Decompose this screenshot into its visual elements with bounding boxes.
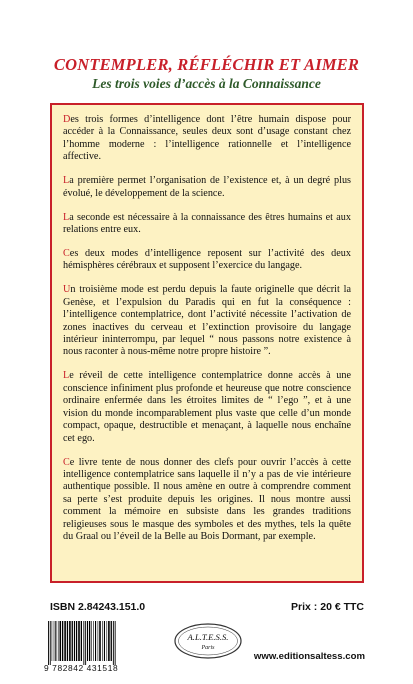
barcode-icon (46, 621, 138, 665)
paragraph-initial: L (63, 211, 70, 223)
summary-paragraph (63, 284, 351, 358)
summary-paragraph (63, 114, 351, 164)
paragraph-text: e livre tente de nous donner des clefs pour ouvrir l’accès à cette intelligence contemplatrice sans laquelle il n’y a pas de vie intérieure authentique possible. Il nous amène en outre à comprendre comment sa perte s’est produite depuis les origines. Il nous montre aussi comment la mémoire en subsiste dans les grandes traditions religieuses sous le masque des symboles et des mythes, tels la quête du Graal ou l’éveil de la Belle au Bois Dormant, par exemple. (63, 456, 351, 542)
paragraph-initial: C (63, 456, 70, 468)
summary-paragraph (63, 248, 351, 273)
summary-paragraph (63, 212, 351, 237)
summary-box (50, 103, 364, 583)
paragraph-text: n troisième mode est perdu depuis la faute originelle que décrit la Genèse, et l’expulsion du Paradis qui en fut la conséquence : l’intelligence contemplatrice, dont l’activité nécessite l’activation de zones inactives du cerveau et l’extinction provisoire du langage intérieur ininterrompu, par lequel “ nous passons notre existence à nous raconter à nous-même notre propre histoire ”. (63, 284, 351, 358)
paragraph-initial: L (63, 175, 70, 187)
barcode-number: 9 782842 431518 (44, 663, 119, 673)
summary-paragraph (63, 370, 351, 444)
paragraph-initial: U (63, 284, 71, 296)
summary-paragraph (63, 457, 351, 544)
publisher-website: www.editionsaltess.com (253, 651, 365, 662)
book-subtitle: Les trois voies d’accès à la Connaissance (92, 76, 321, 91)
book-title: CONTEMPLER, RÉFLÉCHIR ET AIMER (53, 55, 360, 74)
paragraph-text: a première permet l’organisation de l’existence et, à un degré plus évolué, le développement de la science. (63, 175, 351, 199)
summary-paragraph (63, 175, 351, 200)
paragraph-text: a seconde est nécessaire à la connaissance des êtres humains et aux relations entre eux. (63, 211, 351, 236)
logo-city: Paris (201, 645, 215, 651)
paragraph-initial: D (63, 114, 71, 125)
paragraph-initial: C (63, 248, 70, 260)
paragraph-initial: L (63, 370, 70, 382)
paragraph-text: e réveil de cette intelligence contemplatrice donne accès à une conscience infiniment plus profonde et heureuse que notre conscience ordinaire enfermée dans les étroites limites de “ l’ego ”, et à une vision du monde incomparablement plus vaste que celle d’un monde compact, opaque, destructible et menaçant, à laquelle nous enchaîne cet ego. (63, 370, 351, 444)
publisher-logo (173, 621, 243, 661)
logo-name: A.L.T.E.S.S. (187, 632, 229, 642)
price-label: Prix : 20 € TTC (291, 601, 364, 613)
isbn-label: ISBN 2.84243.151.0 (50, 601, 146, 613)
paragraph-text: es trois formes d’intelligence dont l’être humain dispose pour accéder à la Connaissance, seules deux sont d’usage constant chez l’homme moderne : l’intelligence rationnelle et l’intelligence affective. (63, 114, 351, 163)
paragraph-text: es deux modes d’intelligence reposent sur l’activité des deux hémisphères cérébraux et supposent l’exercice du langage. (63, 248, 351, 272)
